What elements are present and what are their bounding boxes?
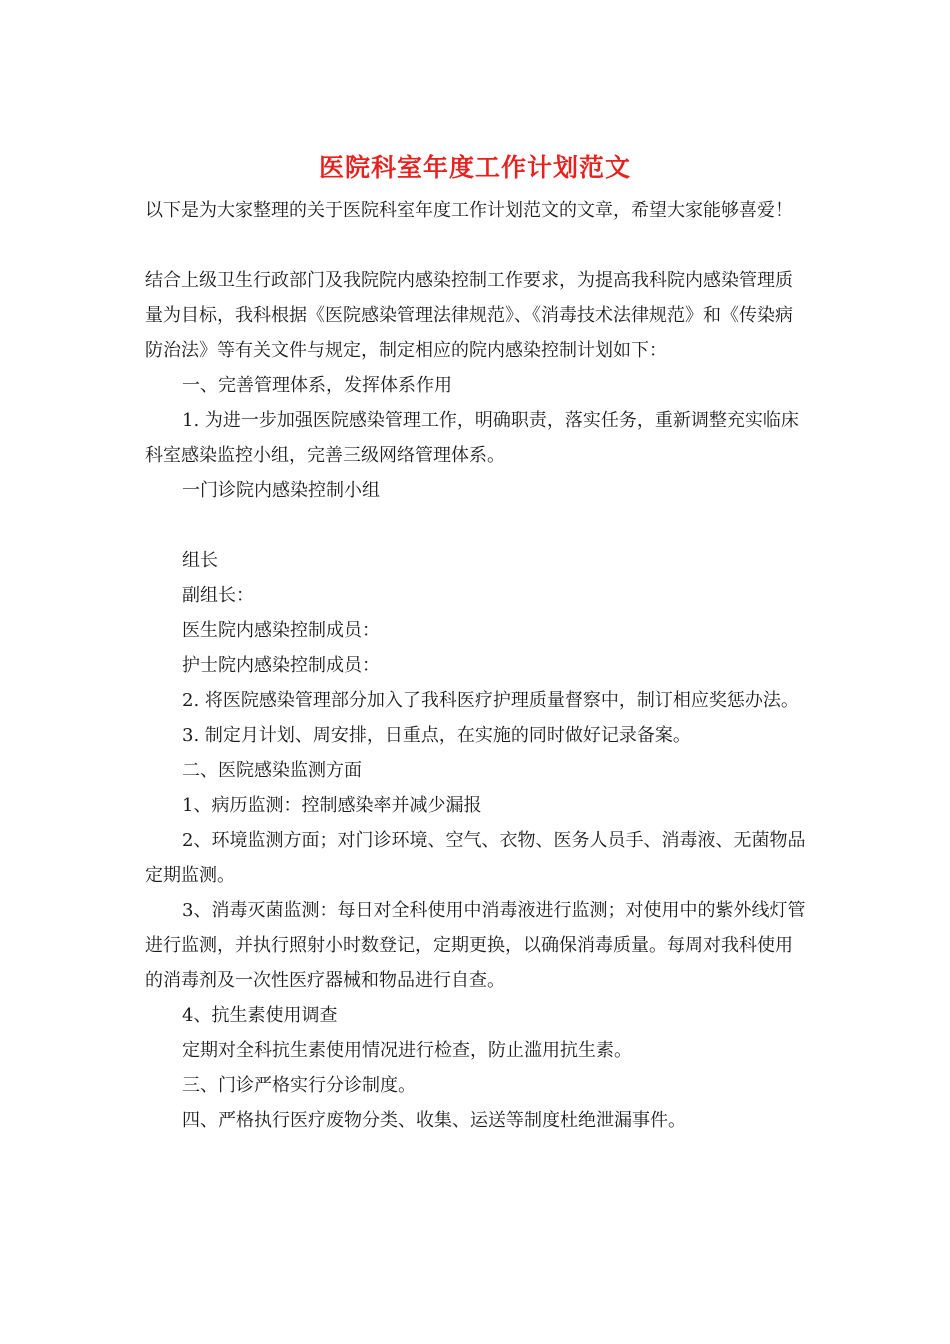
monitor2-paragraph: 2、环境监测方面；对门诊环境、空气、衣物、医务人员手、消毒液、无菌物品定期监测。 <box>145 830 806 886</box>
section1-heading: 一、完善管理体系，发挥体系作用 <box>182 375 452 396</box>
monitor1-paragraph: 1、病历监测：控制感染率并减少漏报 <box>182 795 482 816</box>
item1-paragraph: 1. 为进一步加强医院感染管理工作，明确职责，落实任务，重新调整充实临床科室感染监控小组，完善三级网络管理体系。 <box>145 410 799 466</box>
preamble-paragraph: 结合上级卫生行政部门及我院院内感染控制工作要求，为提高我科院内感染管理质量为目标，我科根据《医院感染管理法律规范》、《消毒技术法律规范》和《传染病防治法》等有关文件与规定，制定相应的院内感染控制计划如下： <box>145 270 793 361</box>
item3-paragraph: 3. 制定月计划、周安排，日重点，在实施的同时做好记录备案。 <box>182 725 691 746</box>
deputy-leader-line: 副组长： <box>182 585 254 606</box>
doctor-members-line: 医生院内感染控制成员： <box>182 620 380 641</box>
section3-paragraph: 三、门诊严格实行分诊制度。 <box>182 1075 416 1096</box>
nurse-members-line: 护士院内感染控制成员： <box>182 655 380 676</box>
section2-heading: 二、医院感染监测方面 <box>182 760 362 781</box>
monitor4-heading: 4、抗生素使用调查 <box>182 1005 338 1026</box>
document-title: 医院科室年度工作计划范文 <box>318 153 631 182</box>
paragraph-gap <box>145 228 810 263</box>
group-name: 一门诊院内感染控制小组 <box>182 480 380 501</box>
paragraph-gap <box>145 508 810 543</box>
monitor3-paragraph: 3、消毒灭菌监测：每日对全科使用中消毒液进行监测；对使用中的紫外线灯管进行监测，并执行照射小时数登记，定期更换，以确保消毒质量。每周对我科使用的消毒剂及一次性医疗器械和物品进行自查。 <box>145 900 806 991</box>
section4-paragraph: 四、严格执行医疗废物分类、收集、运送等制度杜绝泄漏事件。 <box>182 1110 686 1131</box>
leader-line: 组长 <box>182 550 218 571</box>
document-body <box>145 193 810 1138</box>
monitor4-paragraph: 定期对全科抗生素使用情况进行检查，防止滥用抗生素。 <box>182 1040 632 1061</box>
intro-paragraph: 以下是为大家整理的关于医院科室年度工作计划范文的文章，希望大家能够喜爱！ <box>145 200 793 221</box>
item2-paragraph: 2. 将医院感染管理部分加入了我科医疗护理质量督察中，制订相应奖惩办法。 <box>182 690 799 711</box>
